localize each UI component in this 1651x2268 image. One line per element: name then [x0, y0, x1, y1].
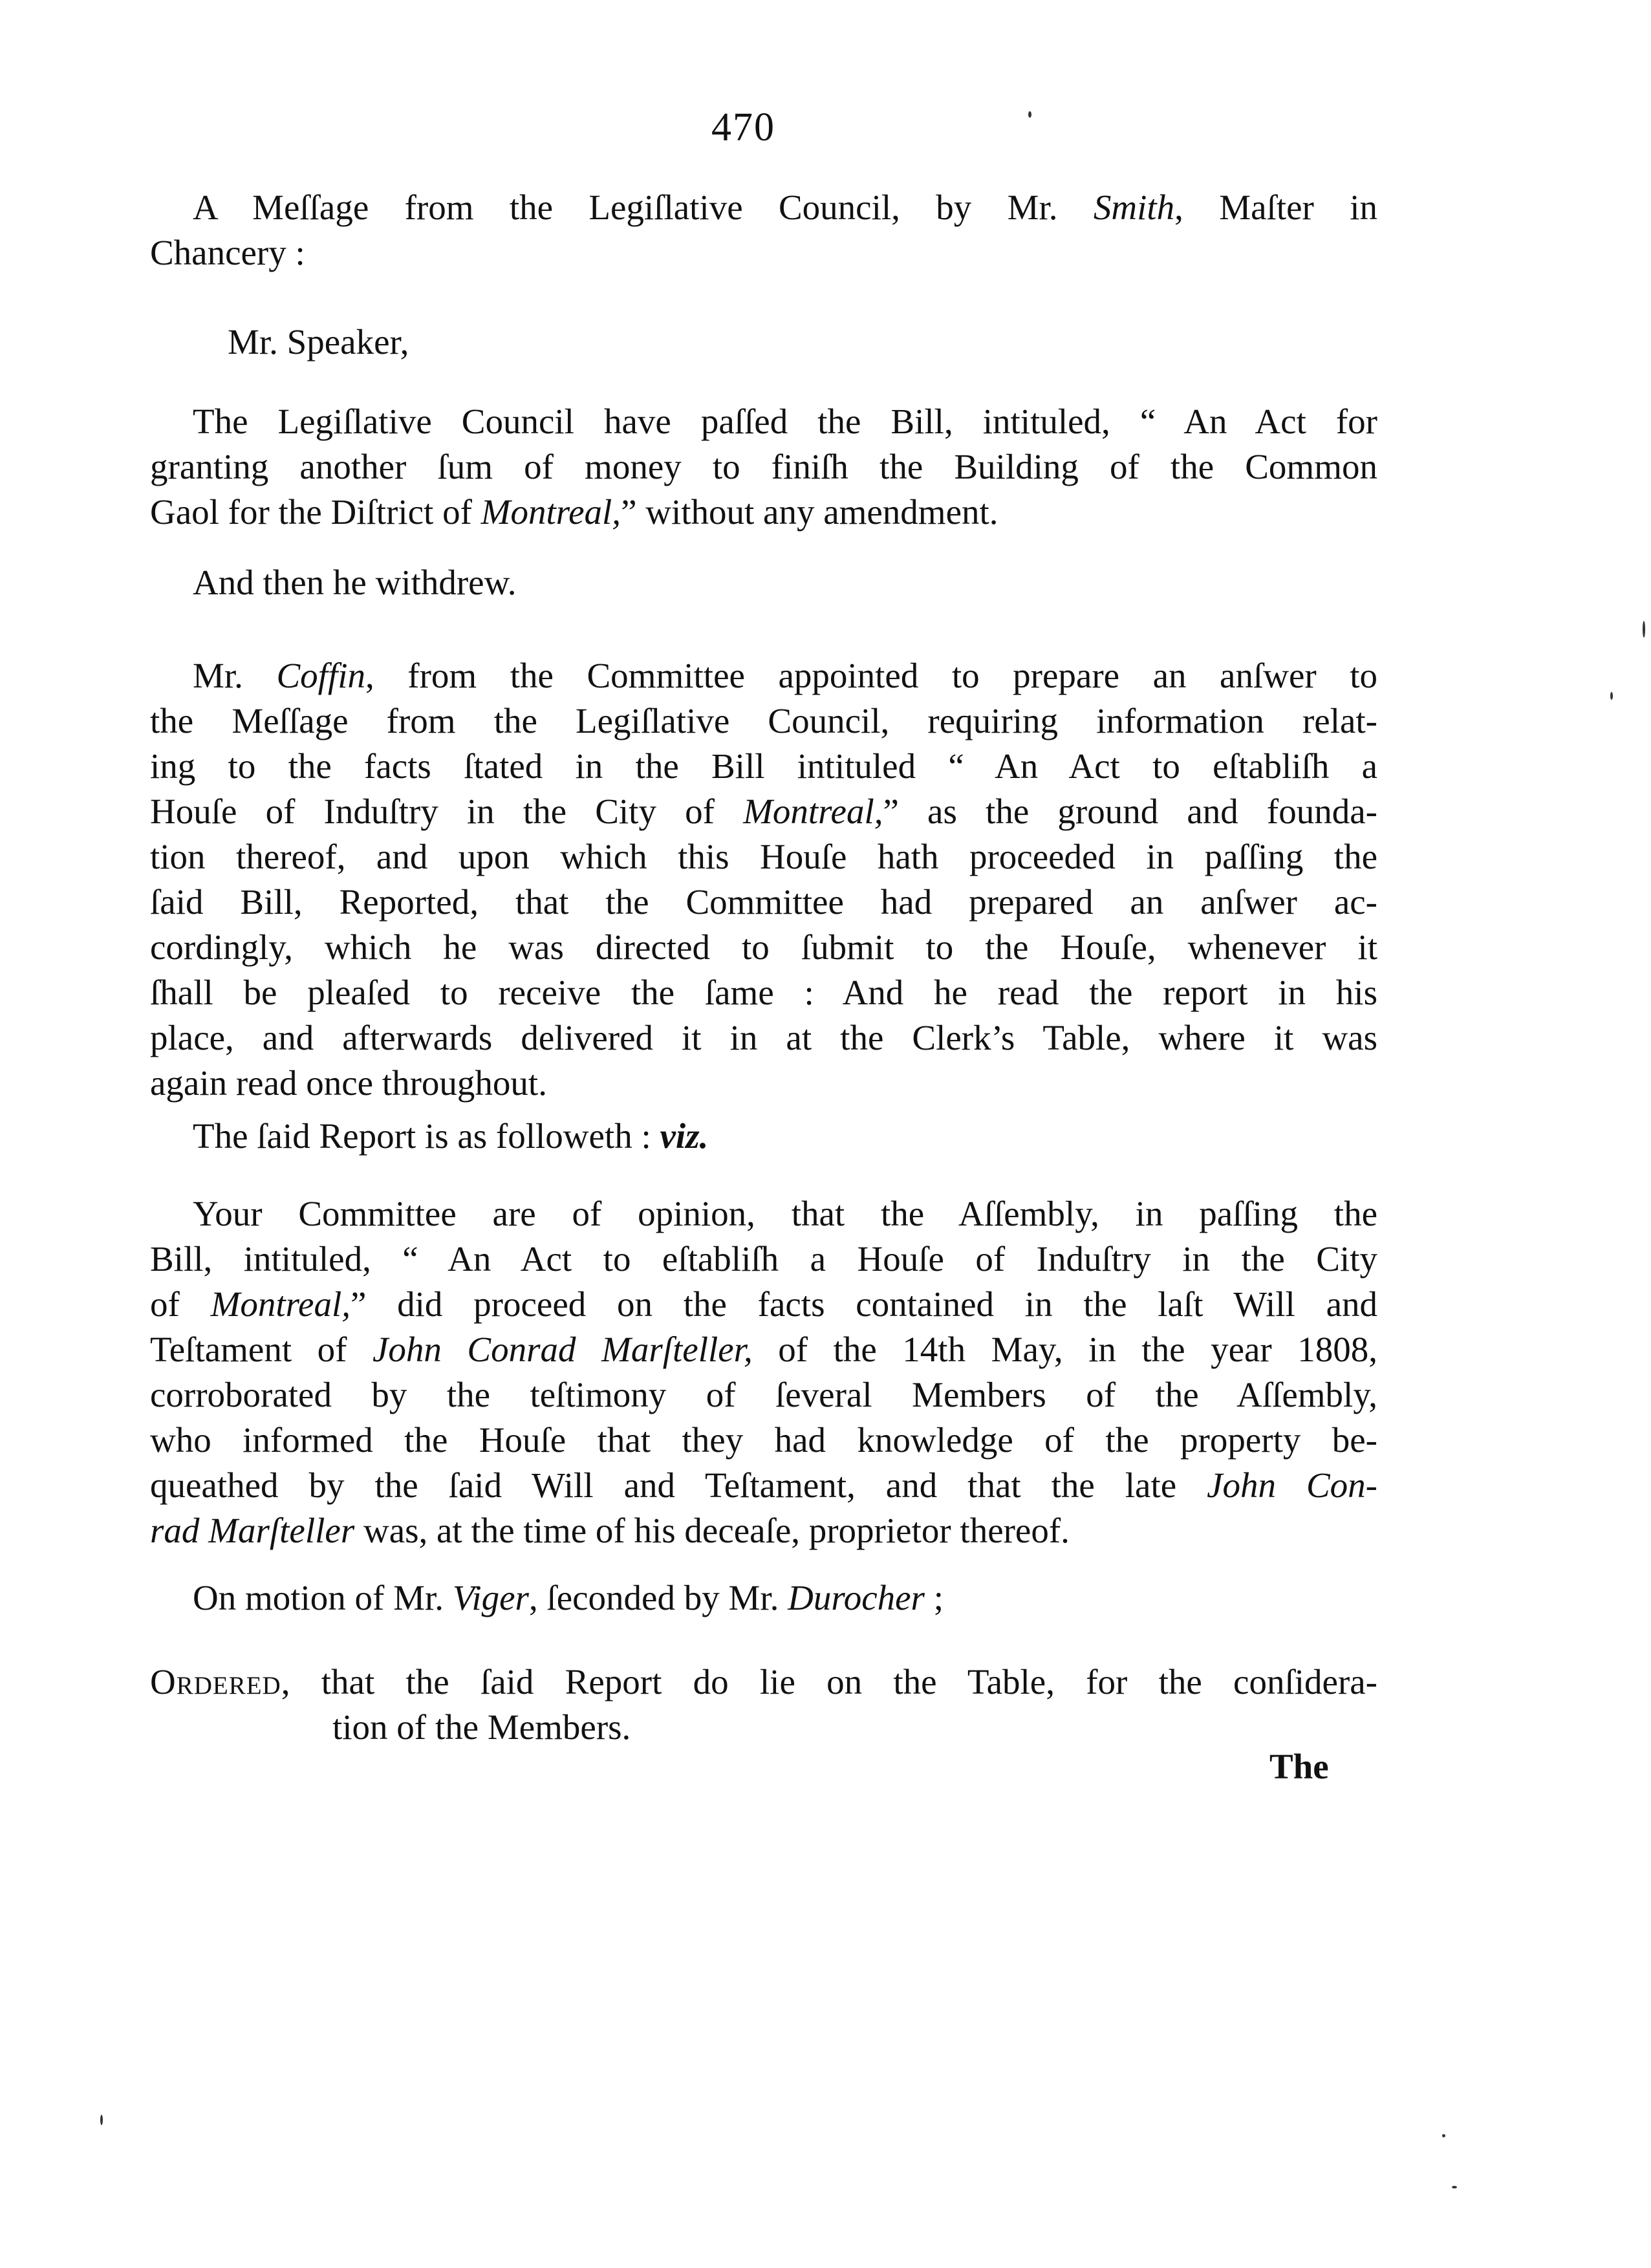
paragraph-withdrew: [150, 560, 1377, 605]
text-line: ſhall be pleaſed to receive the ſame : And he read the report in his: [150, 973, 1377, 1012]
person-name: John Con-: [1207, 1465, 1378, 1505]
text-run: ” as the ground and founda-: [883, 792, 1377, 831]
text-line: Your Committee are of opinion, that the Aſſembly, in paſſing the: [193, 1194, 1377, 1233]
place-name: Montreal,: [480, 492, 621, 532]
scan-speck: [1442, 2134, 1445, 2137]
person-name: Smith: [1093, 188, 1175, 227]
text-run: ;: [924, 1578, 944, 1617]
person-name: rad Marſteller: [150, 1511, 355, 1550]
paragraph-message: [150, 185, 1377, 275]
text-line: [150, 789, 1377, 834]
place-name: Montreal,: [210, 1284, 351, 1324]
paragraph-committee-report: [150, 653, 1377, 1106]
paragraph-motion: [150, 1575, 1377, 1621]
text-line: tion of the Members.: [332, 1707, 631, 1747]
paragraph-report-heading: [150, 1114, 1377, 1159]
page-number: 470: [711, 105, 775, 149]
text-run: Gaol for the Diſtrict of: [150, 492, 481, 532]
text-line: [150, 1659, 1377, 1705]
text-line: [150, 1327, 1377, 1372]
text-line: [150, 653, 1377, 698]
text-run: ” without any amendment.: [621, 492, 998, 532]
scan-speck: [1610, 692, 1613, 700]
person-name: John Conrad Marſteller,: [372, 1330, 753, 1369]
ordered-label: Ordered: [150, 1662, 281, 1701]
text-line: [150, 1575, 1377, 1621]
text-line: Mr. Speaker,: [228, 322, 409, 362]
text-run: was, at the time of his deceaſe, proprietor thereof.: [354, 1511, 1070, 1550]
text-run: of the 14th May, in the year 1808,: [752, 1330, 1377, 1369]
person-name: Coffin: [276, 656, 366, 695]
text-run: , from the Committee appointed to prepare an anſwer to: [365, 656, 1377, 695]
person-name: Durocher: [788, 1578, 925, 1617]
scan-speck: [1643, 621, 1645, 638]
text-line: [150, 490, 1377, 535]
catchword: The: [1269, 1747, 1329, 1786]
text-line: ſaid Bill, Reported, that the Committee had prepared an anſwer ac-: [150, 882, 1377, 922]
paragraph-committee-opinion: [150, 1191, 1377, 1553]
text-run: The ſaid Report is as followeth :: [193, 1116, 660, 1156]
paragraph-ordered: [150, 1659, 1377, 1750]
scan-speck: [1452, 2186, 1457, 2188]
text-line: [150, 1114, 1377, 1159]
text-run: Mr.: [193, 656, 277, 695]
text-run: of: [150, 1284, 211, 1324]
text-line: Chancery :: [150, 233, 305, 272]
text-line: again read once throughout.: [150, 1063, 547, 1103]
text-line: corroborated by the teſtimony of ſeveral Members of the Aſſembly,: [150, 1375, 1377, 1414]
text-line: cordingly, which he was directed to ſubmit to the Houſe, whenever it: [150, 927, 1377, 967]
text-line: place, and afterwards delivered it in at the Clerk’s Table, where it was: [150, 1018, 1377, 1057]
paragraph-council-passed: [150, 399, 1377, 535]
place-name: Montreal,: [743, 792, 883, 831]
viz-label: viz.: [660, 1116, 709, 1156]
text-run: A Meſſage from the Legiſlative Council, by Mr.: [193, 188, 1094, 227]
text-line: The Legiſlative Council have paſſed the Bill, intituled, “ An Act for: [193, 402, 1377, 441]
text-run: , ſeconded by Mr.: [528, 1578, 788, 1617]
text-run: Teſtament of: [150, 1330, 372, 1369]
text-run: , that the ſaid Report do lie on the Table, for the conſidera-: [281, 1662, 1377, 1701]
paragraph-address: [228, 319, 1455, 365]
text-run: Houſe of Induſtry in the City of: [150, 792, 744, 831]
text-run: On motion of Mr.: [193, 1578, 453, 1617]
text-run: queathed by the ſaid Will and Teſtament, and that the late: [150, 1465, 1207, 1505]
text-line: And then he withdrew.: [193, 563, 517, 602]
scan-speck: [100, 2115, 103, 2125]
text-run: ” did proceed on the facts contained in the laſt Will and: [350, 1284, 1377, 1324]
text-line: the Meſſage from the Legiſlative Council, requiring information relat-: [150, 701, 1377, 740]
text-line: tion thereof, and upon which this Houſe hath proceeded in paſſing the: [150, 837, 1377, 876]
text-line: [150, 1463, 1377, 1508]
text-line: [150, 1282, 1377, 1327]
text-line: [150, 1508, 1377, 1553]
person-name: Viger: [452, 1578, 529, 1617]
text-run: , Maſter in: [1174, 188, 1377, 227]
text-line: Bill, intituled, “ An Act to eſtabliſh a Houſe of Induſtry in the City: [150, 1239, 1377, 1279]
text-line: [150, 185, 1377, 230]
text-line: granting another ſum of money to finiſh the Building of the Common: [150, 447, 1377, 486]
text-line: who informed the Houſe that they had knowledge of the property be-: [150, 1420, 1377, 1460]
scan-speck: [1028, 111, 1031, 118]
text-line: ing to the facts ſtated in the Bill intituled “ An Act to eſtabliſh a: [150, 746, 1377, 786]
